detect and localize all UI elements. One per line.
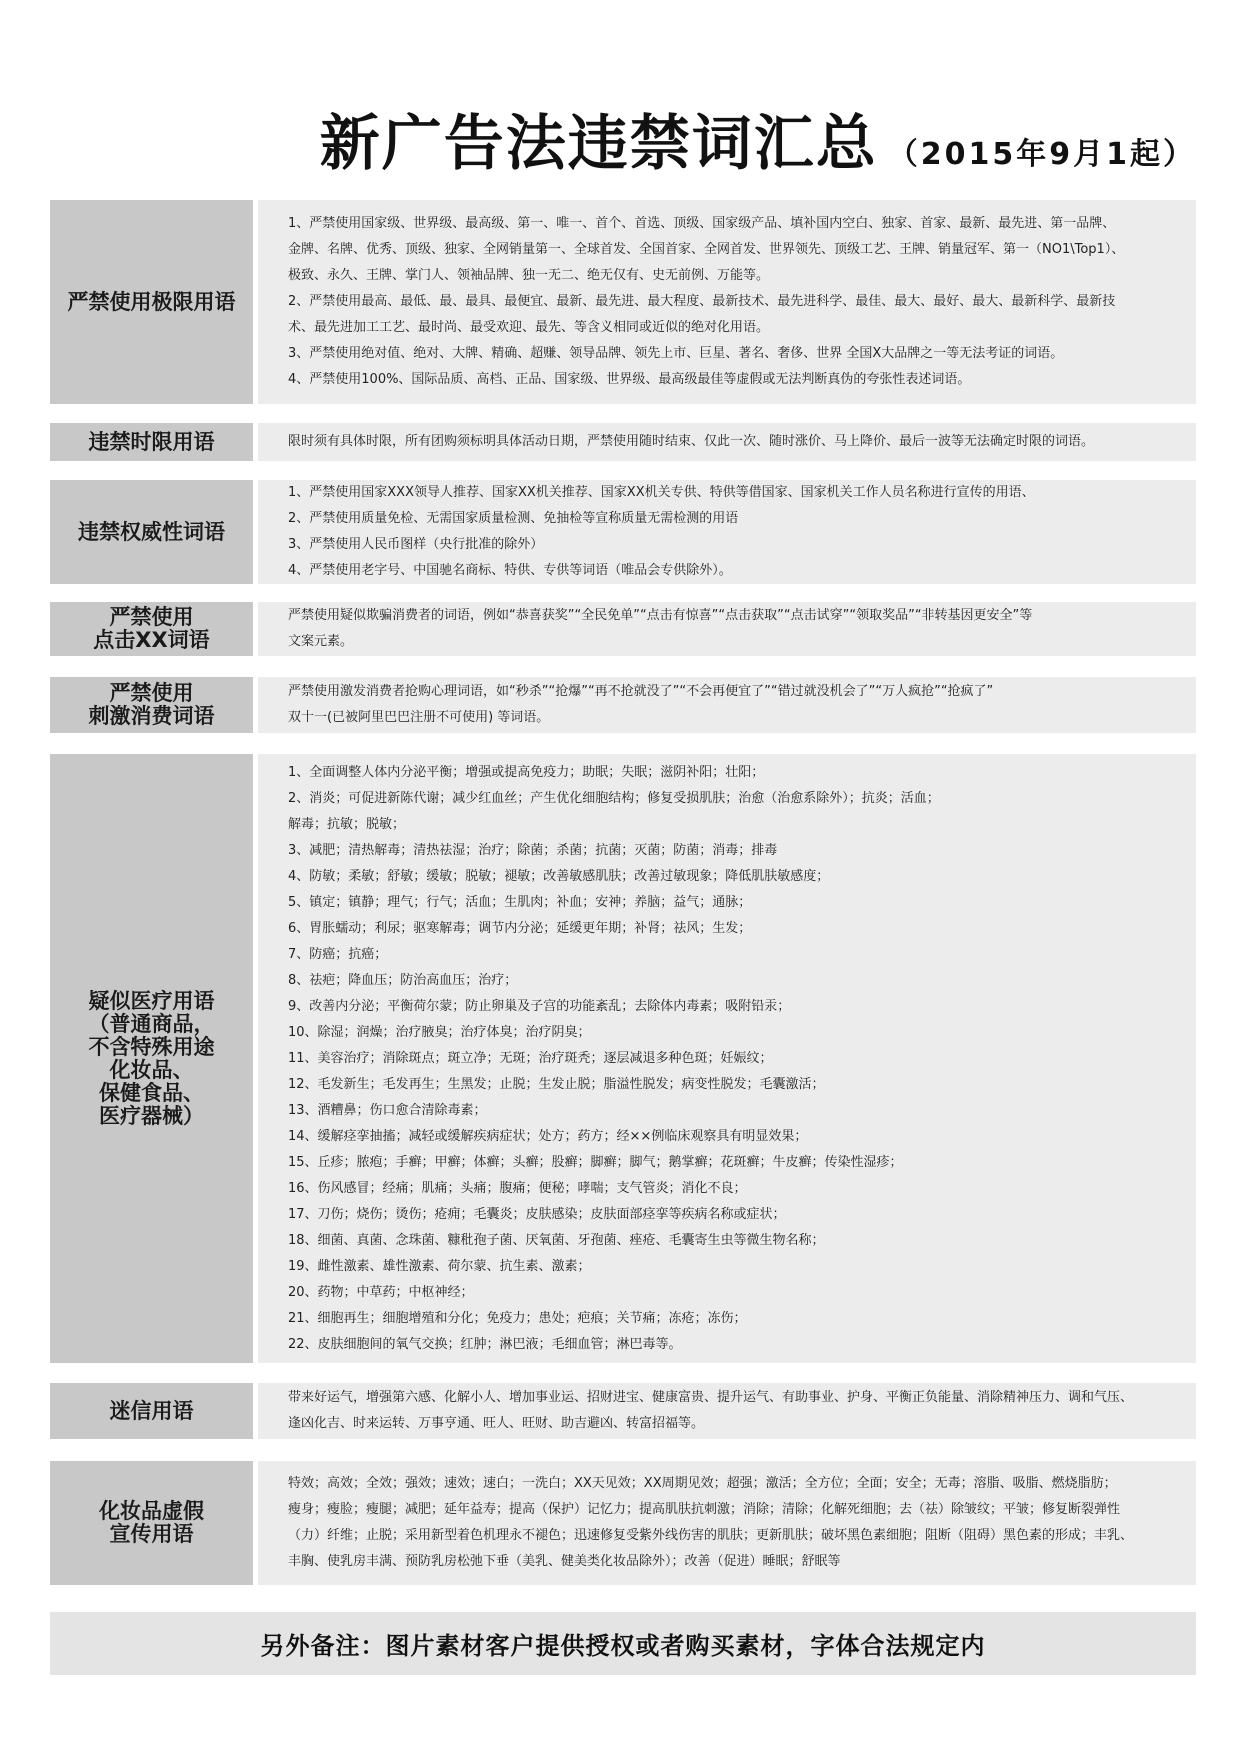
section-body [258, 200, 1196, 404]
section-body [258, 1461, 1196, 1585]
rule-line: 3、严禁使用人民币图样（央行批准的除外） [288, 537, 544, 552]
rule-line: 21、细胞再生；细胞增殖和分化；免疫力；患处；疤痕；关节痛；冻疮；冻伤； [288, 1310, 747, 1326]
section-authority-terms [50, 480, 1196, 584]
rule-line: 10、除湿；润燥；治疗腋臭；治疗体臭；治疗阴臭； [288, 1024, 591, 1040]
rule-line: 带来好运气，增强第六感、化解小人、增加事业运、招财进宝、健康富贵、提升运气、有助事业、护身、平衡正负能量、消除精神压力、调和气压、 [288, 1390, 1134, 1405]
rule-line: 11、美容治疗；消除斑点；斑立净；无斑；治疗斑秃；逐层减退多种色斑；妊娠纹； [288, 1050, 773, 1066]
section-label: 严禁使用 刺激消费词语 [50, 677, 253, 733]
rule-line: 文案元素。 [288, 634, 354, 649]
section-label: 迷信用语 [50, 1383, 253, 1439]
rule-line: 13、酒糟鼻；伤口愈合清除毒素； [288, 1102, 487, 1118]
rule-line: （力）纤维；止脱；采用新型着色机理永不褪色；迅速修复受紫外线伤害的肌肤；更新肌肤；破坏黑色素细胞；阻断（阻碍）黑色素的形成；丰乳、 [288, 1528, 1134, 1543]
rule-line: 瘦身；瘦脸；瘦腿；减肥；延年益寿；提高（保护）记忆力；提高肌肤抗刺激；消除；清除；化解死细胞；去（祛）除皱纹；平皱；修复断裂弹性 [288, 1502, 1121, 1517]
rule-line: 4、严禁使用老字号、中国驰名商标、特供、专供等词语（唯品会专供除外）。 [288, 563, 732, 578]
rule-line: 16、伤风感冒；经痛；肌痛；头痛；腹痛；便秘；哮喘；支气管炎；消化不良； [288, 1180, 747, 1196]
rule-line: 17、刀伤；烧伤；烫伤；疮痈；毛囊炎；皮肤感染；皮肤面部痉挛等疾病名称或症状； [288, 1206, 786, 1222]
section-body [258, 480, 1196, 584]
section-time-limit-terms [50, 423, 1196, 461]
rule-line: 9、改善内分泌；平衡荷尔蒙；防止卵巢及子宫的功能紊乱；去除体内毒素；吸附铅汞； [288, 998, 791, 1014]
document-title [0, 96, 1196, 182]
rule-line: 3、减肥；清热解毒；清热祛湿；治疗；除菌；杀菌；抗菌；灭菌；防菌；消毒；排毒 [288, 842, 778, 858]
title-date-note: （2015年9月1起） [887, 137, 1196, 172]
section-click-terms [50, 602, 1196, 656]
rule-line: 3、严禁使用绝对值、绝对、大牌、精确、超赚、领导品牌、领先上市、巨星、著名、奢侈、世界 全国X大品牌之一等无法考证的词语。 [288, 346, 1064, 361]
rule-line: 7、防癌；抗癌； [288, 946, 388, 962]
title-main: 新广告法违禁词汇总 [319, 109, 878, 179]
section-label: 化妆品虚假 宣传用语 [50, 1461, 253, 1585]
rule-line: 15、丘疹；脓疱；手癣；甲癣；体癣；头癣；股癣；脚癣；脚气；鹅掌癣；花斑癣；牛皮癣；传染性湿疹； [288, 1154, 903, 1170]
footer-note: 另外备注：图片素材客户提供授权或者购买素材，字体合法规定内 [50, 1612, 1196, 1675]
section-label: 违禁时限用语 [50, 423, 253, 461]
rule-line: 丰胸、使乳房丰满、预防乳房松弛下垂（美乳、健美类化妆品除外）；改善（促进）睡眠；舒眠等 [288, 1554, 841, 1569]
rule-line: 严禁使用疑似欺骗消费者的词语，例如“恭喜获奖”“全民免单”“点击有惊喜”“点击获取”“点击试穿”“领取奖品”“非转基因更安全”等 [288, 608, 1033, 623]
section-body [258, 423, 1196, 461]
section-body [258, 602, 1196, 656]
section-label: 违禁权威性词语 [50, 480, 253, 584]
rule-line: 双十一(已被阿里巴巴注册不可使用) 等词语。 [288, 710, 550, 725]
rule-line: 8、祛疤；降血压；防治高血压；治疗； [288, 972, 518, 988]
rule-line: 4、严禁使用100%、国际品质、高档、正品、国家级、世界级、最高级最佳等虚假或无法判断真伪的夸张性表述词语。 [288, 372, 971, 387]
section-label: 严禁使用 点击XX词语 [50, 602, 253, 656]
rule-line: 19、雌性激素、雄性激素、荷尔蒙、抗生素、激素； [288, 1258, 591, 1274]
rule-line: 6、胃胀蠕动；利尿；驱寒解毒；调节内分泌；延缓更年期；补肾；祛风；生发； [288, 920, 752, 936]
section-extreme-terms [50, 200, 1196, 404]
rule-line: 14、缓解痉挛抽搐；减轻或缓解疾病症状；处方；药方；经××例临床观察具有明显效果； [288, 1128, 808, 1144]
rule-line: 1、严禁使用国家级、世界级、最高级、第一、唯一、首个、首选、顶级、国家级产品、填补国内空白、独家、首家、最新、最先进、第一品牌、 [288, 216, 1116, 231]
rule-line: 2、消炎；可促进新陈代谢；减少红血丝；产生优化细胞结构；修复受损肌肤；治愈（治愈系除外）；抗炎；活血； [288, 790, 940, 806]
section-body [258, 754, 1196, 1363]
rule-line: 2、严禁使用质量免检、无需国家质量检测、免抽检等宣称质量无需检测的用语 [288, 511, 739, 526]
section-superstition-terms [50, 1383, 1196, 1439]
rule-line: 逢凶化吉、时来运转、万事亨通、旺人、旺财、助吉避凶、转富招福等。 [288, 1416, 705, 1431]
rule-line: 解毒；抗敏；脱敏； [288, 816, 406, 832]
section-consumption-stimulus-terms [50, 677, 1196, 733]
rule-line: 术、最先进加工工艺、最时尚、最受欢迎、最先、等含义相同或近似的绝对化用语。 [288, 320, 770, 335]
rule-line: 22、皮肤细胞间的氧气交换；红肿；淋巴液；毛细血管；淋巴毒等。 [288, 1336, 682, 1352]
rule-line: 极致、永久、王牌、掌门人、领袖品牌、独一无二、绝无仅有、史无前例、万能等。 [288, 268, 770, 283]
section-label: 疑似医疗用语 （普通商品， 不含特殊用途 化妆品、 保健食品、 医疗器械） [50, 754, 253, 1363]
section-body [258, 1383, 1196, 1439]
rule-line: 1、全面调整人体内分泌平衡；增强或提高免疫力；助眠；失眠；滋阴补阳；壮阳； [288, 764, 765, 780]
rule-line: 金牌、名牌、优秀、顶级、独家、全网销量第一、全球首发、全国首家、全网首发、世界领先、顶级工艺、王牌、销量冠军、第一（NO1\Top1）、 [288, 242, 1125, 257]
section-label: 严禁使用极限用语 [50, 200, 253, 404]
rule-line: 限时须有具体时限，所有团购须标明具体活动日期，严禁使用随时结束、仅此一次、随时涨价、马上降价、最后一波等无法确定时限的词语。 [288, 434, 1095, 449]
rule-line: 5、镇定；镇静；理气；行气；活血；生肌肉；补血；安神；养脑；益气；通脉； [288, 894, 752, 910]
rule-line: 12、毛发新生；毛发再生；生黑发；止脱；生发止脱；脂溢性脱发；病变性脱发；毛囊激活； [288, 1076, 825, 1092]
section-body [258, 677, 1196, 733]
section-medical-terms [50, 754, 1196, 1363]
rule-line: 18、细菌、真菌、念珠菌、糠秕孢子菌、厌氧菌、牙孢菌、痤疮、毛囊寄生虫等微生物名称； [288, 1232, 825, 1248]
rule-line: 4、防敏；柔敏；舒敏；缓敏；脱敏；褪敏；改善敏感肌肤；改善过敏现象；降低肌肤敏感度； [288, 868, 830, 884]
section-cosmetics-false-claims [50, 1461, 1196, 1585]
rule-line: 20、药物；中草药；中枢神经； [288, 1284, 474, 1300]
rule-line: 严禁使用激发消费者抢购心理词语，如“秒杀”“抢爆”“再不抢就没了”“不会再便宜了”“错过就没机会了”“万人疯抢”“抢疯了” [288, 684, 994, 699]
rule-line: 2、严禁使用最高、最低、最、最具、最便宜、最新、最先进、最大程度、最新技术、最先进科学、最佳、最大、最好、最大、最新科学、最新技 [288, 294, 1116, 309]
rule-line: 特效；高效；全效；强效；速效；速白；一洗白；XX天见效；XX周期见效；超强；激活；全方位；全面；安全；无毒；溶脂、吸脂、燃烧脂肪； [288, 1476, 1117, 1491]
rule-line: 1、严禁使用国家XXX领导人推荐、国家XX机关推荐、国家XX机关专供、特供等借国家、国家机关工作人员名称进行宣传的用语、 [288, 485, 1035, 500]
